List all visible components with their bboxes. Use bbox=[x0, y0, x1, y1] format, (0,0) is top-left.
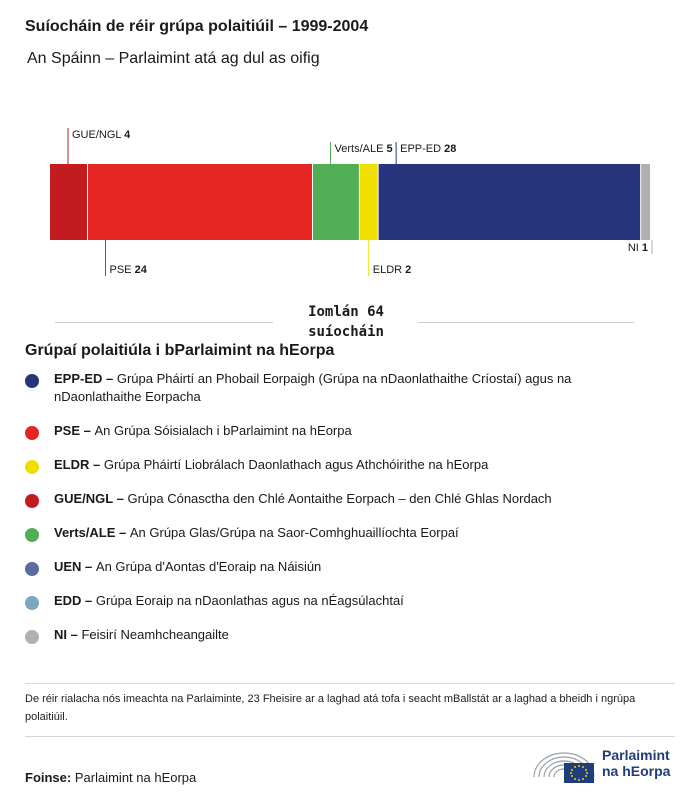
total-divider-left bbox=[55, 322, 273, 323]
legend-swatch bbox=[25, 596, 39, 610]
legend-item bbox=[25, 592, 655, 610]
bar-label: NI 1 bbox=[627, 242, 648, 254]
legend-title: Grúpaí polaitiúla i bParlaimint na hEorpa bbox=[25, 342, 335, 359]
legend bbox=[25, 370, 655, 660]
legend-item bbox=[25, 524, 655, 542]
source bbox=[25, 770, 196, 785]
bar-label: Verts/ALE 5 bbox=[334, 143, 393, 155]
bar-segment-gue-ngl bbox=[50, 164, 88, 240]
legend-abbr: EPP-ED – bbox=[54, 371, 117, 386]
legend-text: Grúpa Pháirtí Liobrálach Daonlathach agus Athchóirithe na hEorpa bbox=[103, 457, 489, 472]
legend-swatch bbox=[25, 630, 39, 644]
legend-text: An Grúpa Glas/Grúpa na Saor-Comhghuaillíochta Eorpaí bbox=[129, 525, 459, 540]
legend-swatch bbox=[25, 460, 39, 474]
source-text: Parlaimint na hEorpa bbox=[74, 770, 197, 785]
legend-text: Grúpa Pháirtí an Phobail Eorpaigh (Grúpa na nDaonlathaithe Críostaí) agus na nDaonlathaithe Eorpacha bbox=[54, 371, 572, 404]
legend-item bbox=[25, 558, 655, 576]
divider-bottom bbox=[25, 736, 675, 737]
bar-segment-verts-ale bbox=[313, 164, 360, 240]
total-line2: suíocháin bbox=[308, 324, 384, 340]
legend-abbr: NI – bbox=[54, 627, 82, 642]
legend-abbr: PSE – bbox=[54, 423, 95, 438]
legend-item bbox=[25, 490, 655, 508]
bar-label: GUE/NGL 4 bbox=[72, 129, 131, 141]
bar-segment-pse bbox=[88, 164, 313, 240]
legend-item bbox=[25, 626, 655, 644]
legend-item bbox=[25, 422, 655, 440]
parliament-logo bbox=[530, 745, 680, 785]
logo-line2: na hEorpa bbox=[602, 763, 671, 779]
legend-item bbox=[25, 456, 655, 474]
legend-text: Grúpa Cónasctha den Chlé Aontaithe Eorpach – den Chlé Ghlas Nordach bbox=[127, 491, 552, 506]
total-seats bbox=[274, 302, 418, 342]
seat-bar-chart bbox=[0, 110, 700, 290]
bar-label: PSE 24 bbox=[109, 264, 147, 276]
legend-swatch bbox=[25, 426, 39, 440]
total-line1: Iomlán 64 bbox=[308, 304, 384, 320]
legend-swatch bbox=[25, 494, 39, 508]
logo-text bbox=[602, 747, 670, 779]
bar-label: ELDR 2 bbox=[372, 264, 412, 276]
legend-abbr: EDD – bbox=[54, 593, 96, 608]
legend-abbr: Verts/ALE – bbox=[54, 525, 130, 540]
chart-title: Suíocháin de réir grúpa polaitiúil – 1999-2004 bbox=[25, 18, 369, 35]
chart-subtitle: An Spáinn – Parlaimint atá ag dul as oifig bbox=[27, 50, 320, 67]
legend-abbr: ELDR – bbox=[54, 457, 104, 472]
legend-abbr: UEN – bbox=[54, 559, 96, 574]
source-label: Foinse: bbox=[25, 770, 72, 785]
legend-text: An Grúpa Sóisialach i bParlaimint na hEorpa bbox=[94, 423, 352, 438]
divider-top bbox=[25, 683, 675, 684]
total-divider-right bbox=[418, 322, 634, 323]
legend-text: Grúpa Eoraip na nDaonlathas agus na nÉagsúlachtaí bbox=[95, 593, 404, 608]
logo-line1: Parlaimint bbox=[602, 747, 670, 763]
legend-item bbox=[25, 370, 655, 406]
legend-abbr: GUE/NGL – bbox=[54, 491, 128, 506]
footnote: De réir rialacha nós imeachta na Parlaiminte, 23 Fheisire ar a laghad atá tofa i seacht mBallstát ar a laghad a bheidh i ngrúpa polaitiúil. bbox=[25, 693, 636, 723]
legend-swatch bbox=[25, 374, 39, 388]
bar-label: EPP-ED 28 bbox=[400, 143, 457, 155]
legend-swatch bbox=[25, 562, 39, 576]
bar-segment-epp-ed bbox=[378, 164, 641, 240]
bar-segment-eldr bbox=[359, 164, 378, 240]
legend-swatch bbox=[25, 528, 39, 542]
legend-text: An Grúpa d'Aontas d'Eoraip na Náisiún bbox=[95, 559, 322, 574]
bar-segment-ni bbox=[641, 164, 650, 240]
legend-text: Feisirí Neamhcheangailte bbox=[81, 627, 229, 642]
hemicycle-icon bbox=[530, 745, 600, 785]
